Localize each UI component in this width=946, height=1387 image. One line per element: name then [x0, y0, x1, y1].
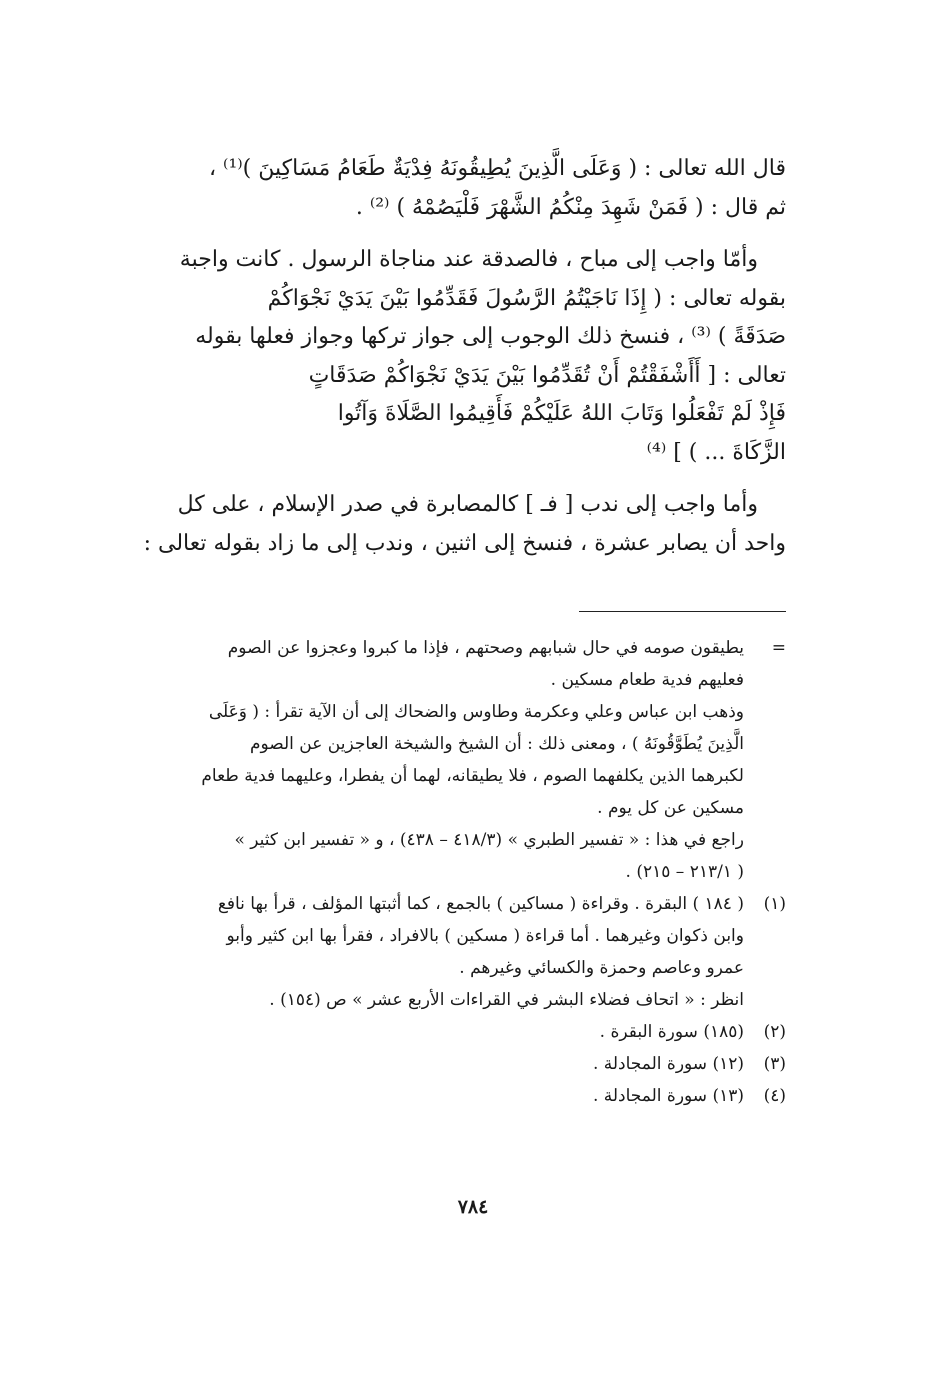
- footnote-line: عمرو وعاصم وحمزة والكسائي وغيرهم .: [459, 958, 744, 978]
- footnote-line: ( ٢١٣/١ – ٢١٥) .: [625, 862, 744, 882]
- footnote-line: مسكين عن كل يوم .: [597, 798, 744, 818]
- footnote-line: وابن ذكوان وغيرهما . أما قراءة ( مسكين ) بالافراد ، فقرأ بها ابن كثير وأبو: [226, 926, 744, 946]
- footnote-divider: [579, 611, 786, 612]
- text-line: الزَّكَاةَ ... ) ] ⁽⁴⁾: [646, 439, 786, 465]
- footnote-continuation: [142, 632, 786, 888]
- text-line: بقوله تعالى : ( إِذَا نَاجَيْتُمُ الرَّسُولَ فَقَدِّمُوا بَيْنَ يَدَيْ نَجْوَاكُمْ: [267, 285, 786, 311]
- text-line: وأما واجب إلى ندب [ فـ ] كالمصابرة في صدر الإسلام ، على كل: [177, 492, 758, 517]
- footnote-marker: =: [771, 638, 786, 658]
- text-line: ثم قال : ( فَمَنْ شَهِدَ مِنْكُمُ الشَّهْرَ فَلْيَصُمْهُ ) ⁽²⁾ .: [355, 194, 786, 220]
- footnote-line: لكبرهما الذين يكلفهما الصوم ، فلا يطيقانه، لهما أن يفطرا، وعليهما فدية طعام: [201, 766, 744, 786]
- footnote-marker: (٣): [763, 1054, 786, 1074]
- footnote-line: وذهب ابن عباس وعلي وعكرمة وطاوس والضحاك إلى أن الآية تقرأ : ( وَعَلَى: [208, 702, 744, 722]
- footnote-line: راجع في هذا : « تفسير الطبري » (٤١٨/٣ – ٤٣٨) ، و « تفسير ابن كثير »: [234, 830, 744, 850]
- footnote-body: [142, 1048, 744, 1080]
- footnote-line: فعليهم فدية طعام مسكين .: [550, 670, 744, 690]
- main-text: [142, 150, 786, 563]
- footnote-line: ( ١٨٤ ) البقرة . وقراءة ( مساكين ) بالجمع ، كما أثبتها المؤلف ، قرأ بها نافع: [217, 894, 744, 914]
- footnote-body: [142, 632, 744, 888]
- footnote-line: (١٣) سورة المجادلة .: [592, 1086, 744, 1106]
- footnote-3: [142, 1048, 786, 1080]
- footnote-4: [142, 1080, 786, 1112]
- footnotes: [142, 632, 786, 1112]
- footnote-body: [142, 1016, 744, 1048]
- text-line: قال الله تعالى : ( وَعَلَى الَّذِينَ يُطِيقُونَهُ فِدْيَةٌ طَعَامُ مَسَاكِينَ )⁽¹⁾ ،: [208, 156, 786, 181]
- footnote-marker: (١): [763, 894, 786, 914]
- paragraph-endurance: [142, 486, 786, 563]
- paragraph-fasting: [142, 150, 786, 227]
- footnote-line: الَّذِينَ يُطَوَّقُونَهُ ) ، ومعنى ذلك : أن الشيخ والشيخة العاجزين عن الصوم: [249, 734, 744, 754]
- text-line: فَإِذْ لَمْ تَفْعَلُوا وَتَابَ اللهُ عَلَيْكُمْ فَأَقِيمُوا الصَّلَاةَ وَآتُوا: [337, 401, 786, 426]
- footnote-line: (١٢) سورة المجادلة .: [592, 1054, 744, 1074]
- footnote-body: [142, 1080, 744, 1112]
- text-line: تعالى : [ أَأَشْفَقْتُمْ أَنْ تُقَدِّمُوا بَيْنَ يَدَيْ نَجْوَاكُمْ صَدَقَاتٍ: [308, 362, 786, 388]
- footnote-1: [142, 888, 786, 1016]
- footnote-line: يطيقون صومه في حال شبابهم وصحتهم ، فإذا ما كبروا وعجزوا عن الصوم: [227, 638, 744, 658]
- footnote-line: (١٨٥) سورة البقرة .: [599, 1022, 744, 1042]
- text-line: صَدَقَةً ) ⁽³⁾ ، فنسخ ذلك الوجوب إلى جواز تركها وجواز فعلها بقوله: [195, 324, 786, 349]
- footnote-marker: (٤): [763, 1086, 786, 1106]
- footnote-line: انظر : « اتحاف فضلاء البشر في القراءات الأربع عشر » ص (١٥٤) .: [269, 990, 744, 1010]
- text-line: وأمّا واجب إلى مباح ، فالصدقة عند مناجاة الرسول . كانت واجبة: [179, 247, 758, 272]
- paragraph-charity: [142, 241, 786, 472]
- page-number: ٧٨٤: [457, 1196, 489, 1218]
- footnote-marker: (٢): [763, 1022, 786, 1042]
- footnote-2: [142, 1016, 786, 1048]
- text-line: واحد أن يصابر عشرة ، فنسخ إلى اثنين ، وندب إلى ما زاد بقوله تعالى :: [143, 530, 786, 556]
- footnote-body: [142, 888, 744, 1016]
